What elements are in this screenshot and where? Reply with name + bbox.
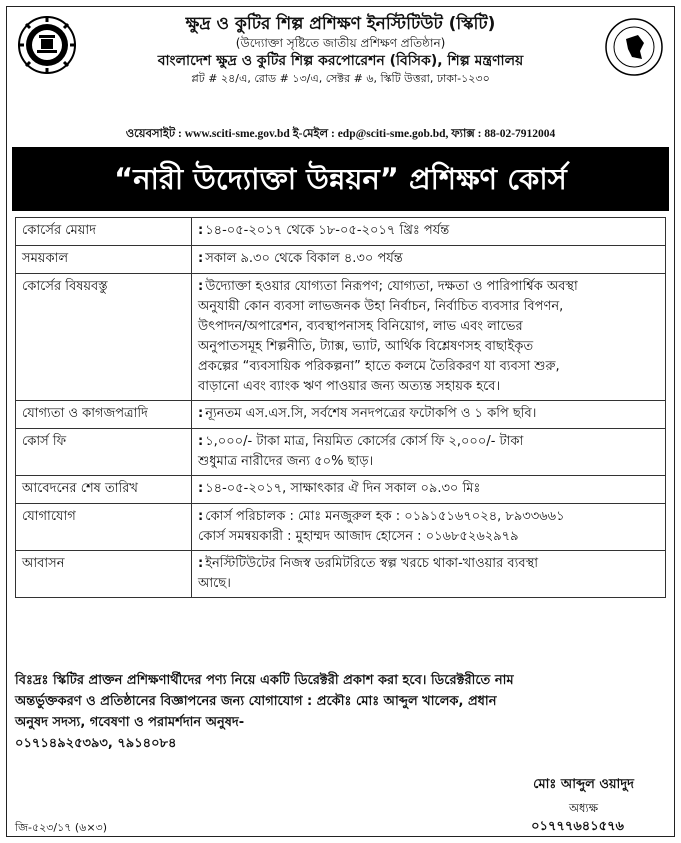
contact-line: ওয়েবসাইট : www.sciti-sme.gov.bd ই-মেইল : edp@sciti-sme.gob.bd, ফ্যাক্স : 88-02-7912004 [125, 128, 556, 140]
row-label: আবেদনের শেষ তারিখ [16, 476, 192, 503]
parent-org: বাংলাদেশ ক্ষুদ্র ও কুটির শিল্প করপোরেশন (বিসিক), শিল্প মন্ত্রণালয় [157, 53, 524, 69]
course-info-table [15, 217, 666, 598]
info-row-time [16, 246, 665, 274]
header [87, 13, 594, 87]
address: প্লট # ২৪/এ, রোড # ১৩/এ, সেক্টর # ৬, স্কিটি উত্তরা, ঢাকা-১২৩০ [191, 72, 490, 85]
signatory-designation: অধ্যক্ষ [569, 801, 599, 815]
course-title-banner: “নারী উদ্যোক্তা উন্নয়ন” প্রশিক্ষণ কোর্স [12, 147, 669, 211]
info-row-deadline [16, 476, 665, 504]
notice-text: বিঃদ্রঃ স্কিটির প্রাক্তন প্রশিক্ষণার্থীদের পণ্য নিয়ে একটি ডিরেক্টরী প্রকাশ করা হবে। ডিরেক্টরীতে নাম অন্তর্ভুক্তকরণ ও প্রতিষ্ঠানের বিজ্ঞাপনের জন্য যোগাযোগ : প্রকৌঃ মোঃ আব্দুল খালেক, প্রধান অনুষদ সদস্য, গবেষণা ও পরামর্শদান অনুষদ- ০১৭১৪৯২৫৩৯৩, ৭৯১৪০৮৪ [15, 673, 514, 751]
row-label: যোগাযোগ [16, 504, 192, 550]
row-label: যোগ্যতা ও কাগজপত্রাদি [16, 401, 192, 428]
info-row-content [16, 274, 665, 401]
row-value: : ন্যূনতম এস.এস.সি, সর্বশেষ সনদপত্রের ফটোকপি ও ১ কপি ছবি। [198, 406, 537, 421]
row-value: : ১৪-০৫-২০১৭, সাক্ষাৎকার ঐ দিন সকাল ০৯.৩০ মিঃ [198, 481, 481, 496]
info-row-accommodation [16, 551, 665, 597]
org-name: ক্ষুদ্র ও কুটির শিল্প প্রশিক্ষণ ইনস্টিটিউট (স্কিটি) [185, 14, 496, 34]
row-value: : কোর্স পরিচালক : মোঃ মনজুরুল হক : ০১৯১৫১৬৭০২৪, ৮৯৩৩৬৬১ কোর্স সমন্বয়কারী : মুহাম্মদ আজাদ হোসেন : ০১৬৮৫২৬২৯৭৯ [198, 509, 565, 544]
row-label: কোর্সের মেয়াদ [16, 218, 192, 245]
row-label: কোর্স ফি [16, 429, 192, 475]
row-value: : উদ্যোক্তা হওয়ার যোগ্যতা নিরূপণ; যোগ্যতা, দক্ষতা ও পারিপার্শ্বিক অবস্থা অনুযায়ী কোন ব্যবসা লাভজনক উহা নির্বাচন, নির্বাচিত ব্যবসার বিপণন, উৎপাদন/অপারেশন, ব্যবস্থাপনাসহ বিনিয়োগ, লাভ এবং লাভের অনুপাতসমূহ শিল্পনীতি, ট্যাক্স, ভ্যাট, আর্থিক বিশ্লেষণসহ বাছাইকৃত প্রকল্পের “ব্যবসায়িক পরিকল্পনা” হাতে কলমে তৈরিকরণ যা ব্যবসা শুরু, বাড়ানো এবং ব্যাংক ঋণ পাওয়ার জন্য অত্যন্ত সহায়ক হবে। [198, 279, 578, 394]
sciti-logo-icon [17, 15, 77, 75]
signature-block [533, 775, 634, 819]
row-value: : সকাল ৯.৩০ থেকে বিকাল ৪.৩০ পর্যন্ত [198, 251, 403, 266]
row-label: সময়কাল [16, 246, 192, 273]
row-value: : ১,০০০/- টাকা মাত্র, নিয়মিত কোর্সের কোর্স ফি ২,০০০/- টাকা শুধুমাত্র নারীদের জন্য ৫০% ছাড়। [198, 434, 524, 469]
advertisement-page [6, 6, 675, 837]
row-value: : ইনস্টিটিউটের নিজস্ব ডরমিটরিতে স্বল্প খরচে থাকা-খাওয়ার ব্যবস্থা আছে। [198, 556, 538, 591]
government-seal-icon [604, 17, 664, 77]
signatory-phone: ০১৭৭৭৬৪১৫৭৬ [531, 819, 624, 834]
info-row-contact [16, 504, 665, 551]
row-label: আবাসন [16, 551, 192, 597]
info-row-eligibility [16, 401, 665, 429]
signatory-name: মোঃ আব্দুল ওয়াদুদ [533, 777, 634, 792]
reference-number: জি-৫২৩/১৭ (৬×৩) [15, 821, 107, 834]
tagline: (উদ্যোক্তা সৃষ্টিতে জাতীয় প্রশিক্ষণ প্রতিষ্ঠান) [235, 36, 446, 50]
row-label: কোর্সের বিষয়বস্তু [16, 274, 192, 400]
row-value: : ১৪-০৫-২০১৭ থেকে ১৮-০৫-২০১৭ খ্রিঃ পর্যন্ত [198, 223, 450, 238]
info-row-duration [16, 218, 665, 246]
info-row-fee [16, 429, 665, 476]
